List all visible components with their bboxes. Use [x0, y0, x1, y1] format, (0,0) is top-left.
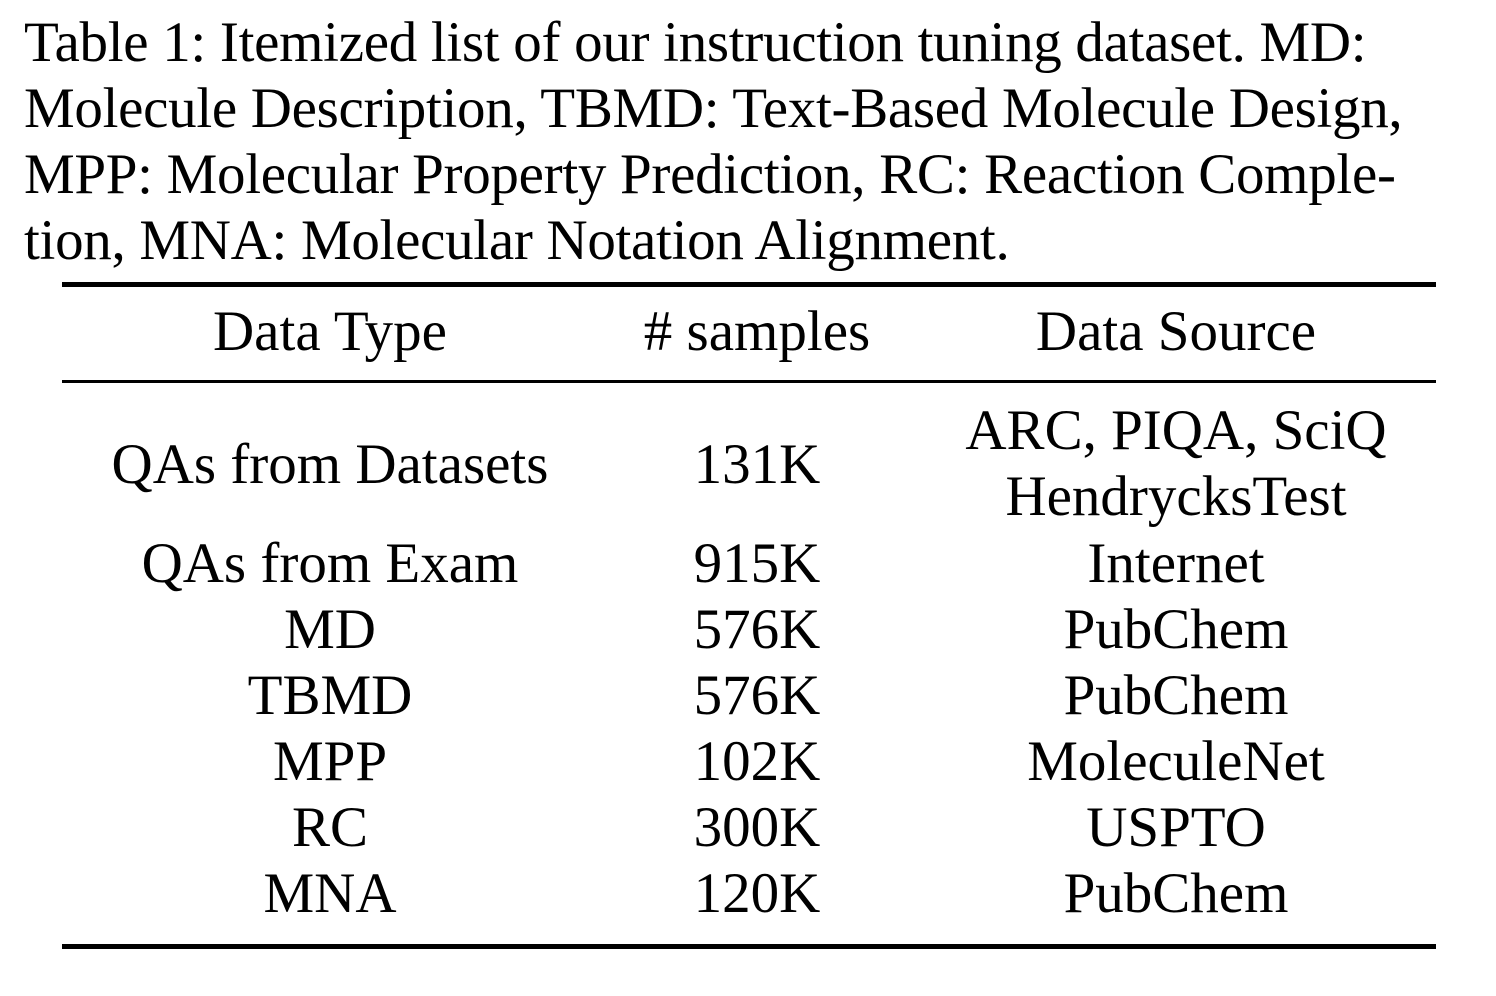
cell-samples: 576K	[693, 598, 821, 661]
cell-data-source: Internet	[1087, 532, 1265, 595]
cell-data-type: TBMD	[247, 664, 413, 727]
cell-data-type: MNA	[263, 862, 397, 925]
caption-line: Table 1: Itemized list of our instruction tuning dataset. MD:	[24, 11, 1367, 74]
caption-line: Molecule Description, TBMD: Text-Based Molecule Design,	[24, 77, 1403, 140]
cell-data-source: USPTO	[1086, 796, 1266, 859]
header-data-source: Data Source	[1035, 300, 1317, 363]
cell-data-source: HendrycksTest	[1005, 465, 1347, 528]
header-samples: # samples	[643, 300, 871, 363]
table-top-rule	[62, 282, 1436, 287]
caption-line: MPP: Molecular Property Prediction, RC: Reaction Comple-	[24, 143, 1396, 206]
cell-data-type: QAs from Exam	[141, 532, 519, 595]
table-caption	[24, 10, 1484, 274]
caption-line: tion, MNA: Molecular Notation Alignment.	[24, 209, 1010, 272]
cell-data-source: ARC, PIQA, SciQ	[965, 399, 1387, 462]
cell-samples: 300K	[693, 796, 821, 859]
cell-samples: 576K	[693, 664, 821, 727]
cell-data-source: PubChem	[1063, 862, 1289, 925]
table-header-rule	[62, 380, 1436, 383]
header-data-type: Data Type	[213, 300, 447, 363]
cell-data-source: PubChem	[1063, 664, 1289, 727]
cell-samples: 120K	[693, 862, 821, 925]
cell-data-type: MPP	[272, 730, 388, 793]
cell-samples: 131K	[693, 433, 821, 496]
cell-samples: 102K	[693, 730, 821, 793]
cell-data-type: MD	[284, 598, 376, 661]
table-bottom-rule	[62, 944, 1436, 949]
cell-data-source: PubChem	[1063, 598, 1289, 661]
cell-data-type: RC	[291, 796, 369, 859]
cell-data-source: MoleculeNet	[1027, 730, 1325, 793]
cell-data-type: QAs from Datasets	[111, 433, 549, 496]
cell-samples: 915K	[693, 532, 821, 595]
